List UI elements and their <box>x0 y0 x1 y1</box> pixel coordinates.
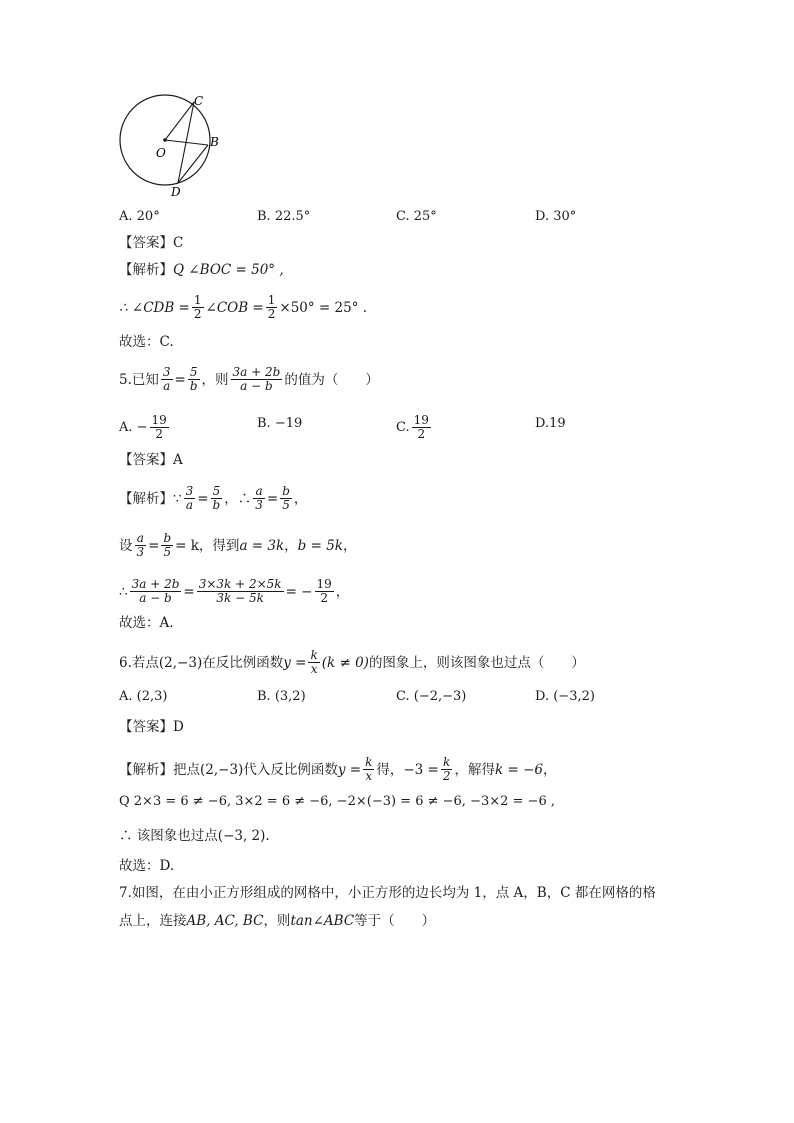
q6-cond: (k ≠ 0) <box>321 654 369 671</box>
q5-option-d: D.19 <box>535 416 566 431</box>
q5-a2-eqk: = k，得到 <box>175 537 240 554</box>
q5-opt-a-frac <box>150 414 169 441</box>
q5-a2-pre: 设 <box>119 537 133 554</box>
q4-half-den-1: 2 <box>193 307 202 321</box>
q6-a1-point: (2,−3) <box>200 761 244 778</box>
q4-half-den-2: 2 <box>267 307 276 321</box>
q7-stem-2 <box>119 911 435 931</box>
q4-half-num-2: 1 <box>267 293 276 307</box>
label-d: D <box>171 185 181 199</box>
q5-a2-end: ， <box>342 537 357 554</box>
label-c: C <box>194 94 204 108</box>
q5-f2-num: 5 <box>189 365 198 379</box>
q5-opt-a-pre: A. − <box>119 419 148 435</box>
q5-eq: = <box>174 371 186 388</box>
q6-a1-k-den: x <box>365 769 373 783</box>
q6-analysis-3 <box>119 826 270 846</box>
q5-stem <box>119 366 379 393</box>
q6-stem-post: 的图象上，则该图象也过点（ ） <box>368 654 585 671</box>
q6-a1-k-frac <box>363 756 374 783</box>
q6-analysis-2: Q 2×3 = 6 ≠ −6, 3×2 = 6 ≠ −6, −2×(−3) = 6 ≠ −6, −3×2 = −6 , <box>119 794 555 809</box>
q5-a1-g <box>253 485 265 512</box>
circle-figure <box>110 90 230 202</box>
q5-a3-e <box>197 578 284 605</box>
q7-line2-pre: 点上，连接 <box>119 913 187 929</box>
q5-a2-g-den: 3 <box>136 545 145 559</box>
q7-line2-segs: AB, AC, BC <box>186 913 264 929</box>
q6-a1-k2-den: 2 <box>442 769 451 783</box>
q5-analysis-2 <box>119 532 356 559</box>
q6-option-a: A. (2,3) <box>119 689 168 704</box>
q5-opt-c-num: 19 <box>413 413 429 427</box>
q7-line2-tan: tan∠ABC <box>290 913 355 929</box>
label-b: B <box>210 135 219 149</box>
q7-line2-mid: ，则 <box>263 913 291 929</box>
q6-k-num: k <box>310 648 318 662</box>
q4-half-num-1: 1 <box>193 293 202 307</box>
q5-a2-g-num: a <box>136 531 144 545</box>
q5-f2-den: b <box>189 379 198 393</box>
q6-a1-k2-frac <box>441 756 453 783</box>
q5-a3-eq: = <box>183 583 195 600</box>
q4-analysis-1 <box>119 260 284 280</box>
q4-a2-mid: ∠COB = <box>205 299 264 316</box>
q5-a3-e-num: 3×3k + 2×5k <box>198 577 282 591</box>
q5-therefore: ，∴ <box>224 490 252 507</box>
q6-option-b: B. (3,2) <box>257 689 306 704</box>
q5-a3-expr-den: a − b <box>139 591 172 605</box>
q5-frac-5b <box>188 366 200 393</box>
q6-a1-k: k = −6 <box>495 761 543 778</box>
q6-a1-k2-num: k <box>443 755 451 769</box>
q6-stem-pre: 6.若点 <box>119 654 159 671</box>
q5-a1-eq2: = <box>266 490 279 507</box>
q6-analysis-1 <box>119 756 556 783</box>
q5-a3-expr <box>130 578 182 605</box>
q6-a1-m3: −3 = <box>403 761 439 778</box>
q4-analysis-1-text: Q ∠BOC = 50° , <box>173 262 284 278</box>
q5-a1-h <box>280 485 292 512</box>
q5-a2-h <box>161 532 173 559</box>
q5-a1-f1-num: 3 <box>185 484 194 498</box>
q5-a2-h-den: 5 <box>163 545 172 559</box>
q7-line2-post: 等于（ ） <box>354 913 436 929</box>
q5-f1-num: 3 <box>162 365 171 379</box>
q5-because: ∵ <box>173 490 182 507</box>
q5-opt-c-pre: C. <box>396 419 410 435</box>
q5-frac-expr <box>231 366 283 393</box>
q6-point: (2,−3) <box>158 654 203 671</box>
q4-half-fraction-1 <box>192 294 204 321</box>
center-point <box>163 138 167 142</box>
q5-opt-a-num: 19 <box>151 413 167 427</box>
q5-a2-eq: = <box>148 537 160 554</box>
q5-analysis-3 <box>119 578 349 605</box>
q6-a1-end: ， <box>542 761 557 778</box>
q5-f3-den: a − b <box>240 379 273 393</box>
q4-option-b: B. 22.5° <box>257 209 311 224</box>
q4-analysis-2 <box>119 294 367 321</box>
q6-option-d: D. (−3,2) <box>535 689 595 704</box>
q4-option-a: A. 20° <box>119 209 160 224</box>
q5-a1-end: ， <box>293 490 308 507</box>
q6-a3-pre: ∴ 该图象也过点 <box>119 828 218 844</box>
q5-frac-3a <box>161 366 173 393</box>
q6-a3-point: (−3, 2). <box>217 828 270 844</box>
q5-a1-f2 <box>211 485 223 512</box>
q5-choose: 故选：A. <box>119 615 174 631</box>
q5-a1-f1-den: a <box>185 498 193 512</box>
q6-stem <box>119 649 585 676</box>
q6-k-frac <box>308 649 319 676</box>
q5-a2-a: a = 3k <box>239 537 285 554</box>
q7-stem-1: 7.如图，在由小正方形组成的网格中，小正方形的边长均为 1，点 A，B，C 都在网格的格 <box>119 885 656 901</box>
q4-a2-post: ×50° = 25° . <box>279 299 368 316</box>
q5-a3-end: ， <box>335 583 350 600</box>
q5-answer: 【答案】A <box>119 452 183 468</box>
q5-a1-h-num: b <box>282 484 290 498</box>
q5-a3-e-den: 3k − 5k <box>216 591 264 605</box>
q5-a2-h-num: b <box>163 531 172 545</box>
segment-cd <box>178 102 194 183</box>
q5-a1-h-den: 5 <box>282 498 290 512</box>
segment-oc <box>165 102 194 140</box>
q6-option-c: C. (−2,−3) <box>396 689 467 704</box>
q5-f1-den: a <box>163 379 171 393</box>
q6-k-den: x <box>310 662 318 676</box>
q4-choose: 故选：C. <box>119 334 174 350</box>
q5-a3-r-den: 2 <box>320 591 328 605</box>
q5-a3-expr-num: 3a + 2b <box>131 577 180 591</box>
q5-a2-sep: ， <box>284 537 298 554</box>
q5-option-c <box>396 414 433 441</box>
q4-option-c: C. 25° <box>396 209 437 224</box>
q6-answer: 【答案】D <box>119 719 184 735</box>
q5-analysis-prefix: 【解析】 <box>119 490 173 507</box>
q6-a1-get: 得， <box>376 761 404 778</box>
q4-analysis-prefix: 【解析】 <box>119 262 173 278</box>
q4-half-fraction-2 <box>266 294 278 321</box>
q6-stem-mid: 在反比例函数 <box>202 654 284 671</box>
q5-a2-g <box>135 532 147 559</box>
q4-option-d: D. 30° <box>535 209 577 224</box>
q5-f3-num: 3a + 2b <box>232 365 281 379</box>
q6-a1-mid: 代入反比例函数 <box>243 761 338 778</box>
q5-a3-r-num: 19 <box>316 577 332 591</box>
q5-analysis-1 <box>119 485 307 512</box>
q5-a3-pre: ∴ <box>119 583 128 600</box>
q6-a1-pre: 【解析】把点 <box>119 761 200 778</box>
q5-a1-f2-num: 5 <box>212 484 221 498</box>
q5-a1-eq1: = <box>197 490 209 507</box>
q6-a1-y: y = <box>337 761 362 778</box>
q5-a2-b: b = 5k <box>297 537 343 554</box>
label-o: O <box>156 146 166 160</box>
q5-a1-f2-den: b <box>212 498 221 512</box>
q5-a3-neg: = − <box>285 583 313 600</box>
q4-answer: 【答案】C <box>119 235 184 251</box>
q5-a1-g-den: 3 <box>255 498 263 512</box>
q4-a2-pre: ∴ ∠CDB = <box>119 299 190 316</box>
q5-option-b: B. −19 <box>257 416 303 431</box>
q5-option-a <box>119 414 171 441</box>
q5-a3-r <box>315 578 334 605</box>
q6-choose: 故选：D. <box>119 858 175 874</box>
q5-a1-f1 <box>184 485 196 512</box>
q5-opt-c-den: 2 <box>417 427 426 441</box>
q5-stem-pre: 5.已知 <box>119 371 159 388</box>
q5-opt-a-den: 2 <box>155 427 163 441</box>
q5-stem-mid: ，则 <box>201 371 229 388</box>
q5-stem-post: 的值为（ ） <box>284 371 379 388</box>
q6-a1-solve: ，解得 <box>454 761 495 778</box>
q6-a1-k-num: k <box>365 755 373 769</box>
q5-a1-g-num: a <box>255 484 263 498</box>
q5-opt-c-frac <box>412 414 431 441</box>
q6-y-eq: y = <box>283 654 307 671</box>
